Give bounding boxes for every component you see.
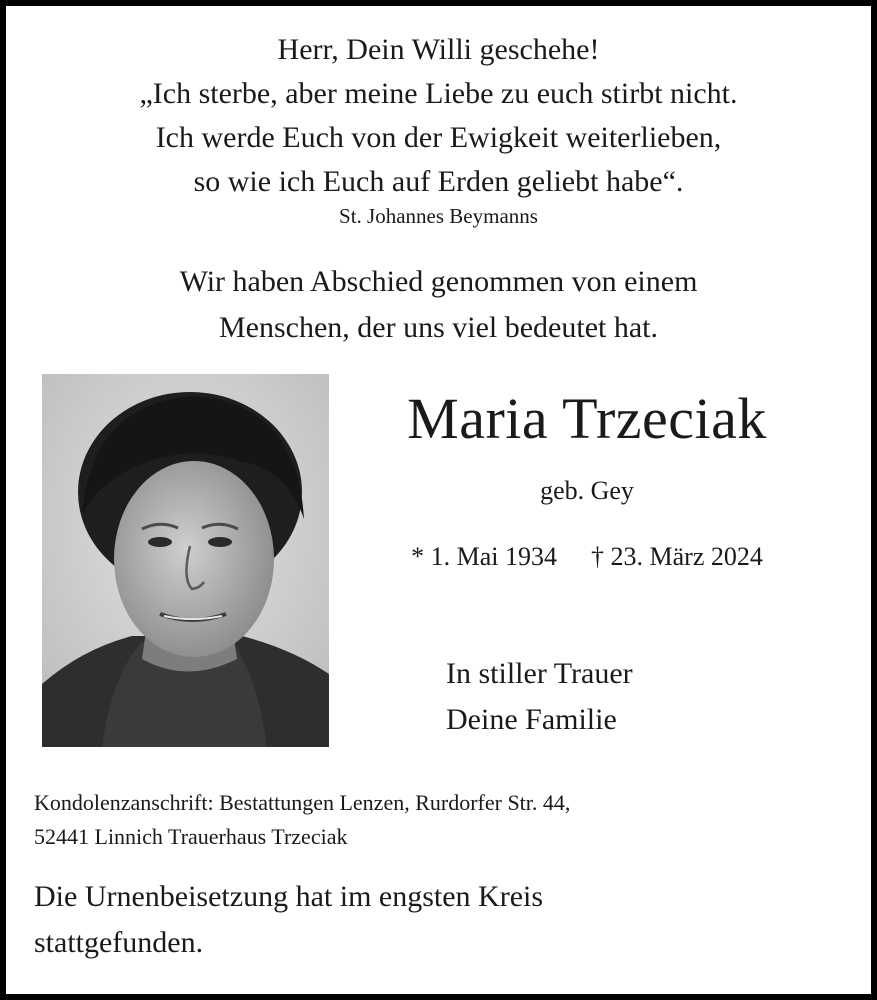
- condolence-address: [34, 786, 854, 854]
- death-date: † 23. März 2024: [591, 542, 763, 571]
- bible-verse: [6, 28, 871, 204]
- intro-text: [6, 259, 871, 351]
- mourning-line: Deine Familie: [446, 703, 617, 736]
- notice-line: Die Urnenbeisetzung hat im engsten Kreis: [34, 880, 544, 913]
- verse-line: Ich werde Euch von der Ewigkeit weiterlieben,: [155, 121, 722, 154]
- intro-line: Menschen, der uns viel bedeutet hat.: [218, 311, 659, 344]
- deceased-name: Maria Trzeciak: [407, 386, 767, 451]
- verse-author: St. Johannes Beymanns: [339, 204, 538, 228]
- portrait-image: [42, 374, 329, 747]
- birth-date: * 1. Mai 1934: [411, 542, 558, 571]
- portrait-photo: [42, 374, 329, 747]
- life-dates: [351, 542, 823, 572]
- verse-line: so wie ich Euch auf Erden geliebt habe“.: [193, 165, 684, 198]
- address-line: 52441 Linnich Trauerhaus Trzeciak: [34, 824, 348, 849]
- verse-line: Herr, Dein Willi geschehe!: [277, 33, 600, 66]
- intro-line: Wir haben Abschied genommen von einem: [179, 265, 698, 298]
- burial-notice: [34, 874, 854, 966]
- mourning-signature: [446, 651, 633, 743]
- notice-line: stattgefunden.: [34, 926, 204, 959]
- verse-line: „Ich sterbe, aber meine Liebe zu euch stirbt nicht.: [139, 77, 738, 110]
- address-line: Kondolenzanschrift: Bestattungen Lenzen, Rurdorfer Str. 44,: [34, 790, 571, 815]
- mourning-line: In stiller Trauer: [446, 657, 633, 690]
- maiden-name: geb. Gey: [540, 476, 634, 505]
